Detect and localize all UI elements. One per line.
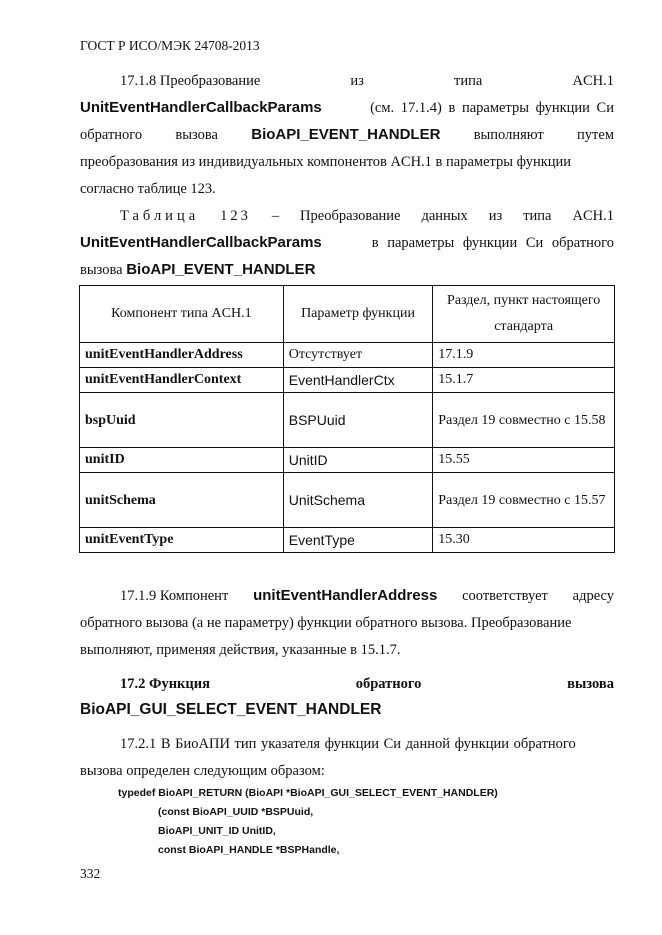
- para-3-line-1: 17.2.1 В БиоАПИ тип указателя функции Си данной функции обратного: [120, 736, 576, 752]
- term-callback-params: UnitEventHandlerCallbackParams: [80, 99, 322, 116]
- table-row: unitEventType EventType 15.30: [80, 528, 615, 553]
- para-1-line-3: обратного вызова BioAPI_EVENT_HANDLER выполняют путем: [80, 126, 614, 143]
- para-2-line-1: 17.1.9 Компонент unitEventHandlerAddress соответствует адресу: [120, 587, 614, 604]
- page-number: 332: [80, 866, 101, 881]
- term-handler-address: unitEventHandlerAddress: [253, 587, 438, 604]
- para-1-line-1: 17.1.8 Преобразование из типа ACH.1: [120, 73, 614, 89]
- header-section: Раздел, пункт настоящего стандарта: [433, 286, 615, 343]
- code-line-1: typedef BioAPI_RETURN (BioAPI *BioAPI_GUI_SELECT_EVENT_HANDLER): [118, 787, 498, 799]
- table-caption-line-1: Таблица 123 – Преобразование данных из типа ACH.1: [120, 208, 614, 224]
- table-caption-line-2: UnitEventHandlerCallbackParams в параметры функции Си обратного: [80, 234, 614, 251]
- table-row: unitSchema UnitSchema Раздел 19 совместно с 15.57: [80, 473, 615, 528]
- table-row: unitID UnitID 15.55: [80, 448, 615, 473]
- table-row: unitEventHandlerAddress Отсутствует 17.1.9: [80, 343, 615, 368]
- table-caption-line-3: вызова BioAPI_EVENT_HANDLER: [80, 261, 316, 278]
- para-1-line-4: преобразования из индивидуальных компонентов ACH.1 в параметры функции: [80, 154, 572, 170]
- header-param: Параметр функции: [283, 286, 433, 343]
- section-heading-line-2: BioAPI_GUI_SELECT_EVENT_HANDLER: [80, 701, 382, 718]
- term-event-handler: BioAPI_EVENT_HANDLER: [251, 126, 441, 143]
- code-line-4: const BioAPI_HANDLE *BSPHandle,: [158, 844, 340, 856]
- section-heading-line-1: 17.2 Функция обратного вызова: [120, 676, 614, 692]
- para-3-line-2: вызова определен следующим образом:: [80, 763, 325, 779]
- para-2-line-2: обратного вызова (а не параметру) функции обратного вызова. Преобразование: [80, 615, 572, 631]
- table-row: bspUuid BSPUuid Раздел 19 совместно с 15.58: [80, 393, 615, 448]
- code-line-3: BioAPI_UNIT_ID UnitID,: [158, 825, 276, 837]
- table-header-row: [80, 286, 615, 343]
- table-row: unitEventHandlerContext EventHandlerCtx 15.1.7: [80, 368, 615, 393]
- conversion-table: [79, 285, 615, 553]
- para-1-line-2: UnitEventHandlerCallbackParams (см. 17.1.4) в параметры функции Си: [80, 99, 614, 116]
- code-line-2: (const BioAPI_UUID *BSPUuid,: [158, 806, 314, 818]
- page-header: ГОСТ Р ИСО/МЭК 24708-2013: [80, 38, 260, 53]
- para-2-line-3: выполняют, применяя действия, указанные в 15.1.7.: [80, 642, 401, 658]
- para-1-line-5: согласно таблице 123.: [80, 181, 216, 197]
- header-component: Компонент типа ACH.1: [80, 286, 284, 343]
